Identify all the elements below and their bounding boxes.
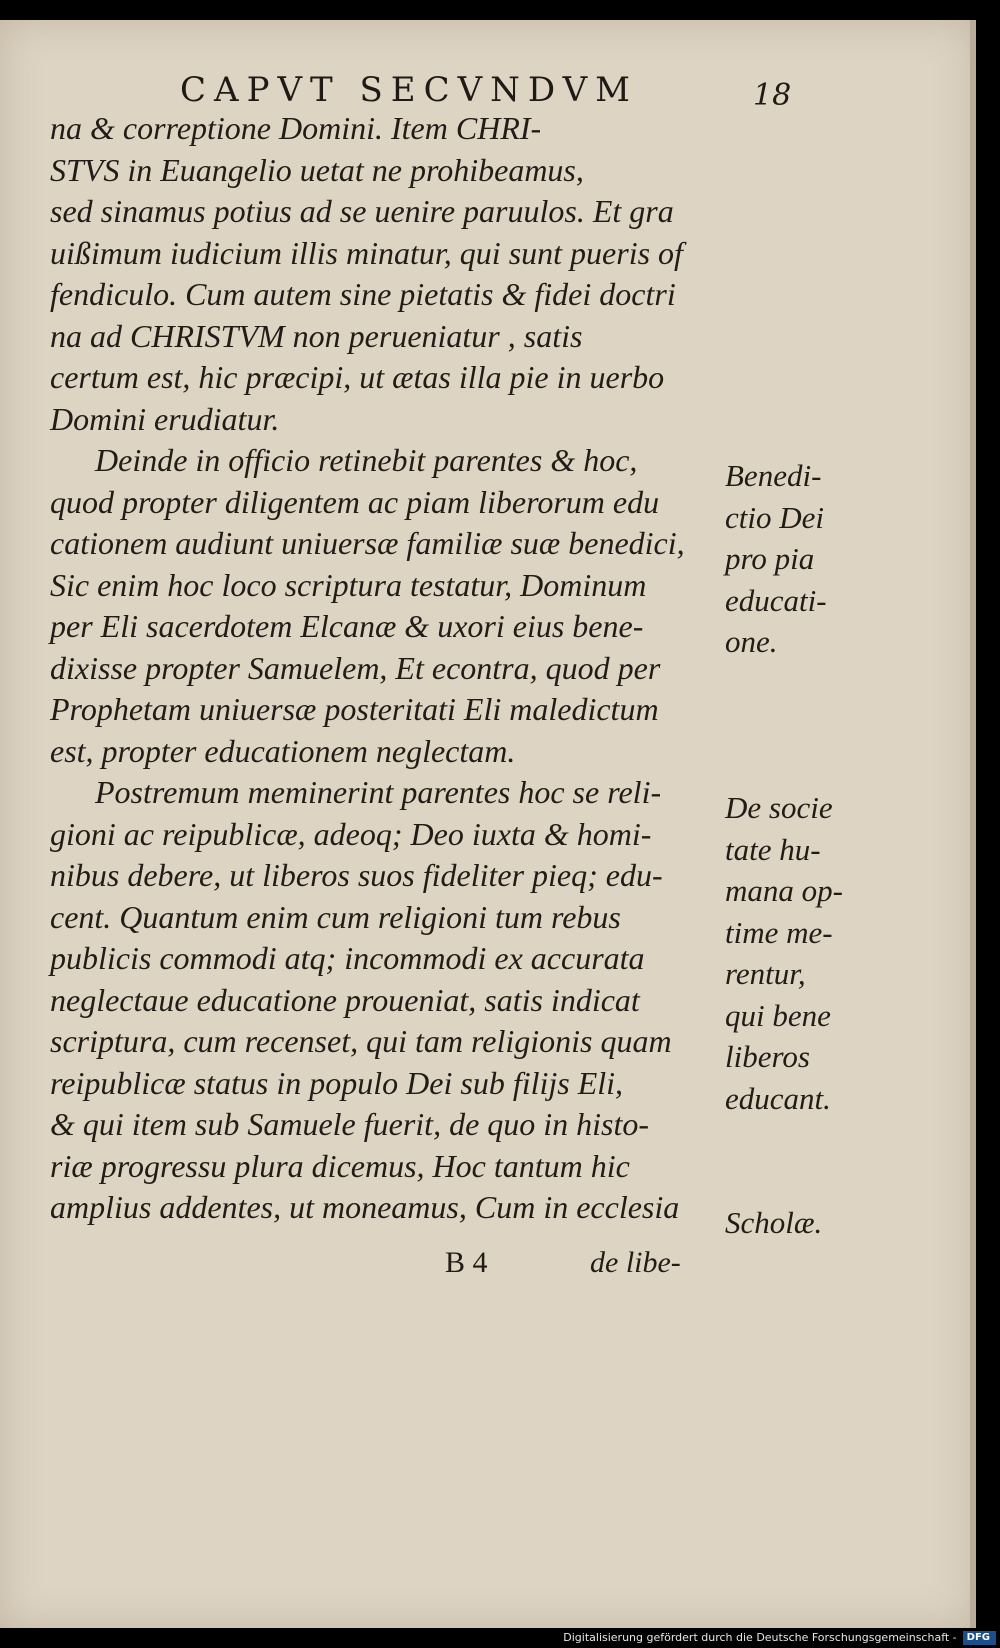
text-line: est, propter educationem neglectam. <box>50 732 516 769</box>
margin-note-line: liberos <box>725 1039 810 1074</box>
margin-note-benedictio <box>725 455 865 663</box>
margin-note-line: ctio Dei <box>725 499 824 535</box>
margin-note-line: pro pia <box>725 541 815 576</box>
text-line: fendiculo. Cum autem sine pietatis & fidei doctri <box>50 276 676 312</box>
text-line: quod propter diligentem ac piam liberorum edu <box>50 483 660 520</box>
text-line: sed sinamus potius ad se uenire paruulos. Et gra <box>50 193 674 229</box>
text-line: per Eli sacerdotem Elcanæ & uxori eius bene- <box>50 608 644 644</box>
running-title: CAPVT SECVNDVM <box>180 70 638 110</box>
text-line: Domini erudiatur. <box>50 400 280 437</box>
text-line: certum est, hic præcipi, ut ætas illa pie in uerbo <box>50 359 665 395</box>
text-line: riæ progressu plura dicemus, Hoc tantum hic <box>50 1147 630 1184</box>
text-line: reipublicæ status in populo Dei sub filijs Eli, <box>50 1064 624 1101</box>
text-line: neglectaue educatione proueniat, satis indicat <box>50 981 640 1018</box>
text-line: Sic enim hoc loco scriptura testatur, Dominum <box>50 566 647 603</box>
digitization-footer <box>0 1628 1000 1648</box>
margin-note-line: Benedi- <box>725 458 822 493</box>
text-line: cent. Quantum enim cum religioni tum rebus <box>50 898 621 935</box>
margin-note-line: time me- <box>725 914 833 950</box>
dfg-logo-icon: DFG <box>963 1631 996 1645</box>
page-edge <box>970 20 976 1628</box>
text-line: publicis commodi atq; incommodi ex accurata <box>50 940 645 976</box>
margin-note-line: one. <box>725 624 778 659</box>
margin-note-line: De socie <box>725 790 833 825</box>
margin-note-line: qui bene <box>725 997 831 1033</box>
text-line: cationem audiunt uniuersæ familiæ suæ benedici, <box>50 525 685 561</box>
text-line: nibus debere, ut liberos suos fideliter pieq; edu- <box>50 857 663 893</box>
catchword: de libe- <box>590 1246 681 1279</box>
text-line: amplius addentes, ut moneamus, Cum in ecclesia <box>50 1189 680 1225</box>
margin-note-de-societate <box>725 787 865 1119</box>
signature-mark: B 4 <box>445 1246 488 1279</box>
text-line: Deinde in officio retinebit parentes & hoc, <box>95 442 638 478</box>
text-line: uißimum iudicium illis minatur, qui sunt pueris of <box>50 234 683 271</box>
margin-note-line: mana op- <box>725 873 843 908</box>
text-line: scriptura, cum recenset, qui tam religionis quam <box>50 1023 672 1059</box>
folio-number: 18 <box>753 78 792 113</box>
text-line: na ad CHRISTVM non perueniatur , satis <box>50 317 583 354</box>
text-line: gioni ac reipublicæ, adeoq; Deo iuxta & homi- <box>50 815 652 852</box>
margin-note-line: educati- <box>725 582 827 618</box>
margin-note-line: tate hu- <box>725 831 821 867</box>
margin-note-scholae <box>725 1202 865 1244</box>
text-line: Prophetam uniuersæ posteritati Eli maledictum <box>50 691 659 727</box>
main-text-column <box>50 108 720 1229</box>
footer-text: Digitalisierung gefördert durch die Deutsche Forschungsgemeinschaft - <box>563 1631 957 1644</box>
text-line: & qui item sub Samuele fuerit, de quo in histo- <box>50 1106 650 1142</box>
text-line: na & correptione Domini. Item CHRI- <box>50 110 542 146</box>
text-line: Postremum meminerint parentes hoc se reli- <box>95 774 662 810</box>
margin-note-line: educant. <box>725 1080 831 1116</box>
text-line: dixisse propter Samuelem, Et econtra, quod per <box>50 649 661 686</box>
margin-note-line: rentur, <box>725 956 806 991</box>
margin-note-line: Scholæ. <box>725 1205 823 1240</box>
text-line: STVS in Euangelio uetat ne prohibeamus, <box>50 151 584 188</box>
